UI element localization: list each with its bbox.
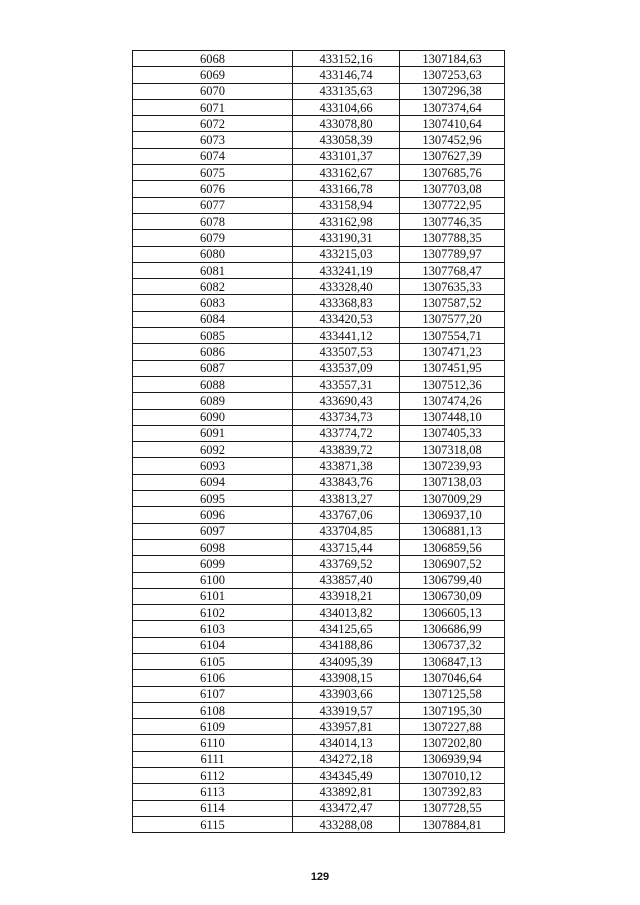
table-row [133,99,505,115]
table-row [133,768,505,784]
y-coordinate-cell: 1307405,33 [400,425,505,441]
table-row [133,702,505,718]
point-number-cell: 6081 [133,262,293,278]
x-coordinate-cell: 433215,03 [293,246,400,262]
y-coordinate-cell: 1306859,56 [400,539,505,555]
x-coordinate-cell: 433957,81 [293,719,400,735]
point-number-cell: 6080 [133,246,293,262]
point-number-cell: 6075 [133,165,293,181]
table-row [133,181,505,197]
y-coordinate-cell: 1307195,30 [400,702,505,718]
y-coordinate-cell: 1307374,64 [400,99,505,115]
table-row [133,588,505,604]
y-coordinate-cell: 1307184,63 [400,51,505,67]
table-row [133,51,505,67]
point-number-cell: 6114 [133,800,293,816]
x-coordinate-cell: 433101,37 [293,148,400,164]
table-row [133,816,505,832]
x-coordinate-cell: 433537,09 [293,360,400,376]
y-coordinate-cell: 1307884,81 [400,816,505,832]
table-row [133,539,505,555]
page-number: 129 [310,871,330,883]
table-row [133,653,505,669]
point-number-cell: 6076 [133,181,293,197]
table-row [133,360,505,376]
point-number-cell: 6106 [133,670,293,686]
point-number-cell: 6088 [133,376,293,392]
point-number-cell: 6094 [133,474,293,490]
x-coordinate-cell: 433158,94 [293,197,400,213]
y-coordinate-cell: 1307452,96 [400,132,505,148]
x-coordinate-cell: 433162,98 [293,213,400,229]
table-row [133,83,505,99]
table-row [133,230,505,246]
point-number-cell: 6115 [133,816,293,832]
point-number-cell: 6070 [133,83,293,99]
table-row [133,458,505,474]
table-row [133,328,505,344]
table-row [133,637,505,653]
table-row [133,735,505,751]
y-coordinate-cell: 1307138,03 [400,474,505,490]
x-coordinate-cell: 433152,16 [293,51,400,67]
y-coordinate-cell: 1307410,64 [400,116,505,132]
y-coordinate-cell: 1306939,94 [400,751,505,767]
y-coordinate-cell: 1307318,08 [400,442,505,458]
point-number-cell: 6082 [133,279,293,295]
table-row [133,393,505,409]
y-coordinate-cell: 1307685,76 [400,165,505,181]
x-coordinate-cell: 433918,21 [293,588,400,604]
point-number-cell: 6083 [133,295,293,311]
y-coordinate-cell: 1307746,35 [400,213,505,229]
point-number-cell: 6071 [133,99,293,115]
point-number-cell: 6108 [133,702,293,718]
x-coordinate-cell: 433734,73 [293,409,400,425]
table-row [133,572,505,588]
table-row [133,605,505,621]
table-row [133,719,505,735]
table-row [133,246,505,262]
x-coordinate-cell: 433919,57 [293,702,400,718]
x-coordinate-cell: 433472,47 [293,800,400,816]
y-coordinate-cell: 1306686,99 [400,621,505,637]
point-number-cell: 6111 [133,751,293,767]
point-number-cell: 6109 [133,719,293,735]
y-coordinate-cell: 1307627,39 [400,148,505,164]
table-row [133,556,505,572]
point-number-cell: 6103 [133,621,293,637]
y-coordinate-cell: 1307789,97 [400,246,505,262]
x-coordinate-cell: 433328,40 [293,279,400,295]
point-number-cell: 6104 [133,637,293,653]
table-row [133,344,505,360]
y-coordinate-cell: 1307474,26 [400,393,505,409]
x-coordinate-cell: 433058,39 [293,132,400,148]
table-row [133,621,505,637]
x-coordinate-cell: 433078,80 [293,116,400,132]
point-number-cell: 6091 [133,425,293,441]
x-coordinate-cell: 434272,18 [293,751,400,767]
table-row [133,376,505,392]
point-number-cell: 6099 [133,556,293,572]
table-row [133,784,505,800]
y-coordinate-cell: 1307728,55 [400,800,505,816]
point-number-cell: 6097 [133,523,293,539]
x-coordinate-cell: 434014,13 [293,735,400,751]
x-coordinate-cell: 433288,08 [293,816,400,832]
table-row [133,425,505,441]
x-coordinate-cell: 433704,85 [293,523,400,539]
y-coordinate-cell: 1307577,20 [400,311,505,327]
y-coordinate-cell: 1306937,10 [400,507,505,523]
x-coordinate-cell: 433690,43 [293,393,400,409]
x-coordinate-cell: 433146,74 [293,67,400,83]
x-coordinate-cell: 433557,31 [293,376,400,392]
y-coordinate-cell: 1306799,40 [400,572,505,588]
y-coordinate-cell: 1307512,36 [400,376,505,392]
y-coordinate-cell: 1306605,13 [400,605,505,621]
y-coordinate-cell: 1307010,12 [400,768,505,784]
y-coordinate-cell: 1307635,33 [400,279,505,295]
y-coordinate-cell: 1307202,80 [400,735,505,751]
point-number-cell: 6105 [133,653,293,669]
y-coordinate-cell: 1307587,52 [400,295,505,311]
x-coordinate-cell: 433135,63 [293,83,400,99]
point-number-cell: 6086 [133,344,293,360]
x-coordinate-cell: 433843,76 [293,474,400,490]
table-row [133,442,505,458]
point-number-cell: 6090 [133,409,293,425]
x-coordinate-cell: 434125,65 [293,621,400,637]
point-number-cell: 6110 [133,735,293,751]
point-number-cell: 6101 [133,588,293,604]
y-coordinate-cell: 1307253,63 [400,67,505,83]
y-coordinate-cell: 1307768,47 [400,262,505,278]
y-coordinate-cell: 1307239,93 [400,458,505,474]
y-coordinate-cell: 1306737,32 [400,637,505,653]
table-row [133,800,505,816]
x-coordinate-cell: 433767,06 [293,507,400,523]
point-number-cell: 6107 [133,686,293,702]
table-row [133,670,505,686]
x-coordinate-cell: 433769,52 [293,556,400,572]
y-coordinate-cell: 1307046,64 [400,670,505,686]
y-coordinate-cell: 1307296,38 [400,83,505,99]
point-number-cell: 6098 [133,539,293,555]
point-number-cell: 6068 [133,51,293,67]
point-number-cell: 6085 [133,328,293,344]
point-number-cell: 6074 [133,148,293,164]
table-row [133,523,505,539]
coordinates-table-body [133,51,505,833]
x-coordinate-cell: 433420,53 [293,311,400,327]
x-coordinate-cell: 433903,66 [293,686,400,702]
y-coordinate-cell: 1307722,95 [400,197,505,213]
x-coordinate-cell: 434095,39 [293,653,400,669]
x-coordinate-cell: 433715,44 [293,539,400,555]
coordinates-table [132,50,505,833]
table-row [133,279,505,295]
table-row [133,295,505,311]
x-coordinate-cell: 433774,72 [293,425,400,441]
point-number-cell: 6072 [133,116,293,132]
point-number-cell: 6113 [133,784,293,800]
x-coordinate-cell: 433507,53 [293,344,400,360]
table-row [133,491,505,507]
table-row [133,165,505,181]
y-coordinate-cell: 1307392,83 [400,784,505,800]
x-coordinate-cell: 434013,82 [293,605,400,621]
table-row [133,67,505,83]
point-number-cell: 6093 [133,458,293,474]
point-number-cell: 6087 [133,360,293,376]
y-coordinate-cell: 1307448,10 [400,409,505,425]
y-coordinate-cell: 1306847,13 [400,653,505,669]
x-coordinate-cell: 433839,72 [293,442,400,458]
table-row [133,213,505,229]
x-coordinate-cell: 433241,19 [293,262,400,278]
point-number-cell: 6077 [133,197,293,213]
table-row [133,116,505,132]
x-coordinate-cell: 433104,66 [293,99,400,115]
y-coordinate-cell: 1306881,13 [400,523,505,539]
x-coordinate-cell: 433908,15 [293,670,400,686]
x-coordinate-cell: 433892,81 [293,784,400,800]
table-row [133,474,505,490]
point-number-cell: 6095 [133,491,293,507]
y-coordinate-cell: 1306730,09 [400,588,505,604]
table-row [133,148,505,164]
y-coordinate-cell: 1307451,95 [400,360,505,376]
x-coordinate-cell: 433190,31 [293,230,400,246]
point-number-cell: 6069 [133,67,293,83]
y-coordinate-cell: 1307009,29 [400,491,505,507]
x-coordinate-cell: 433813,27 [293,491,400,507]
y-coordinate-cell: 1307788,35 [400,230,505,246]
point-number-cell: 6073 [133,132,293,148]
table-row [133,409,505,425]
table-row [133,311,505,327]
table-row [133,197,505,213]
point-number-cell: 6112 [133,768,293,784]
point-number-cell: 6084 [133,311,293,327]
y-coordinate-cell: 1307554,71 [400,328,505,344]
table-row [133,262,505,278]
x-coordinate-cell: 434345,49 [293,768,400,784]
y-coordinate-cell: 1307703,08 [400,181,505,197]
table-row [133,132,505,148]
x-coordinate-cell: 434188,86 [293,637,400,653]
x-coordinate-cell: 433368,83 [293,295,400,311]
point-number-cell: 6102 [133,605,293,621]
point-number-cell: 6079 [133,230,293,246]
x-coordinate-cell: 433871,38 [293,458,400,474]
table-row [133,507,505,523]
x-coordinate-cell: 433857,40 [293,572,400,588]
y-coordinate-cell: 1307227,88 [400,719,505,735]
point-number-cell: 6100 [133,572,293,588]
point-number-cell: 6078 [133,213,293,229]
y-coordinate-cell: 1307125,58 [400,686,505,702]
point-number-cell: 6089 [133,393,293,409]
point-number-cell: 6096 [133,507,293,523]
x-coordinate-cell: 433162,67 [293,165,400,181]
table-row [133,686,505,702]
point-number-cell: 6092 [133,442,293,458]
y-coordinate-cell: 1306907,52 [400,556,505,572]
y-coordinate-cell: 1307471,23 [400,344,505,360]
x-coordinate-cell: 433166,78 [293,181,400,197]
x-coordinate-cell: 433441,12 [293,328,400,344]
table-row [133,751,505,767]
